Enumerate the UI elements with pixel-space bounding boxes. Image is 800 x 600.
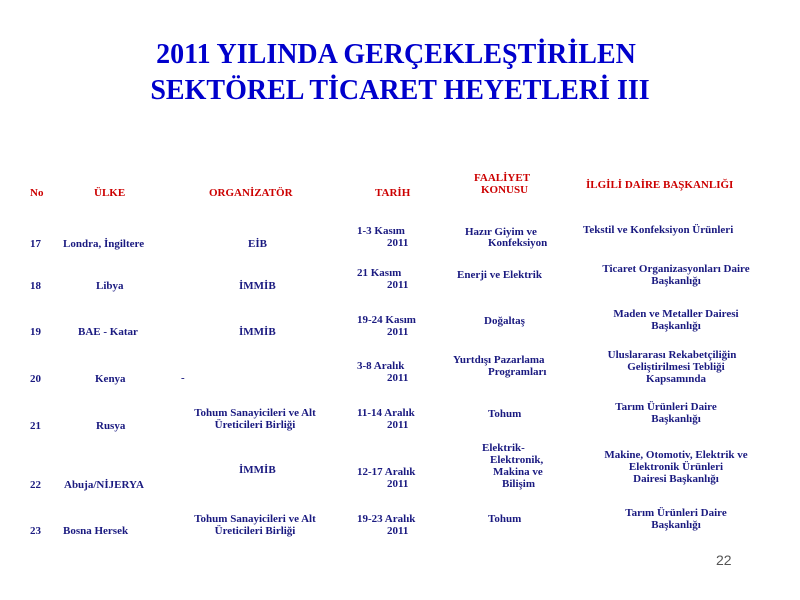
row-22-konu-line-3: Makina ve: [493, 466, 543, 478]
row-19-tarih-line-2: 2011: [387, 326, 409, 338]
row-20-daire-line-1: Uluslararası Rekabetçiliğin: [607, 349, 737, 361]
row-21-organizator-line-2: Üreticileri Birliği: [214, 419, 296, 431]
row-21-no: 21: [30, 420, 41, 432]
page-number: 22: [716, 552, 732, 568]
row-21-konu-line-1: Tohum: [488, 408, 522, 420]
row-21-daire-line-1: Tarım Ürünleri Daire: [615, 401, 717, 413]
row-20-daire-line-2: Geliştirilmesi Tebliği: [627, 361, 725, 373]
slide-title-line-2: SEKTÖREL TİCARET HEYETLERİ III: [150, 75, 650, 106]
row-19-no: 19: [30, 326, 41, 338]
row-20-organizator: -: [181, 372, 185, 384]
row-17-organizator: EİB: [248, 238, 267, 250]
row-23-organizator-line-1: Tohum Sanayicileri ve Alt: [194, 513, 316, 525]
row-20-konu-line-2: Programları: [488, 366, 547, 378]
row-21-ulke: Rusya: [96, 420, 126, 432]
row-20-tarih-line-2: 2011: [387, 372, 409, 384]
slide-title-line-1: 2011 YILINDA GERÇEKLEŞTİRİLEN: [156, 39, 636, 70]
header-organizator: ORGANİZATÖR: [209, 187, 293, 199]
row-23-daire-line-1: Tarım Ürünleri Daire: [625, 507, 727, 519]
row-22-tarih-line-2: 2011: [387, 478, 409, 490]
row-17-no: 17: [30, 238, 41, 250]
row-22-organizator: İMMİB: [239, 464, 276, 476]
row-17-ulke: Londra, İngiltere: [63, 238, 145, 250]
header-no: No: [30, 187, 44, 199]
header-faaliyet-line-1: FAALİYET: [474, 172, 531, 184]
row-21-daire-line-2: Başkanlığı: [651, 413, 701, 425]
row-23-tarih-line-2: 2011: [387, 525, 409, 537]
row-18-organizator: İMMİB: [239, 280, 276, 292]
row-23-no: 23: [30, 525, 41, 537]
row-17-tarih-line-1: 1-3 Kasım: [357, 225, 405, 237]
row-19-ulke: BAE - Katar: [78, 326, 138, 338]
row-23-tarih-line-1: 19-23 Aralık: [357, 513, 416, 525]
row-17-konu-line-2: Konfeksiyon: [488, 237, 548, 249]
row-22-konu-line-1: Elektrik-: [482, 442, 525, 454]
row-22-konu-line-4: Bilişim: [502, 478, 536, 490]
row-20-daire-line-3: Kapsamında: [646, 373, 706, 385]
row-21-organizator-line-1: Tohum Sanayicileri ve Alt: [194, 407, 316, 419]
row-17-konu-line-1: Hazır Giyim ve: [465, 226, 537, 238]
row-17-daire-line-1: Tekstil ve Konfeksiyon Ürünleri: [583, 224, 734, 236]
row-20-konu-line-1: Yurtdışı Pazarlama: [453, 354, 545, 366]
row-20-no: 20: [30, 373, 41, 385]
row-22-no: 22: [30, 479, 41, 491]
row-18-konu-line-1: Enerji ve Elektrik: [457, 269, 542, 281]
row-19-konu-line-1: Doğaltaş: [484, 315, 525, 327]
header-ulke: ÜLKE: [94, 187, 126, 199]
row-22-konu-line-2: Elektronik,: [490, 454, 544, 466]
row-17-tarih-line-2: 2011: [387, 237, 409, 249]
row-19-daire-line-1: Maden ve Metaller Dairesi: [613, 308, 739, 320]
row-23-daire-line-2: Başkanlığı: [651, 519, 701, 531]
header-faaliyet-line-2: KONUSU: [481, 184, 529, 196]
row-18-tarih-line-2: 2011: [387, 279, 409, 291]
row-20-ulke: Kenya: [95, 373, 126, 385]
row-23-konu-line-1: Tohum: [488, 513, 522, 525]
row-18-daire-line-2: Başkanlığı: [651, 275, 701, 287]
header-daire: İLGİLİ DAİRE BAŞKANLIĞI: [586, 179, 734, 191]
row-19-daire-line-2: Başkanlığı: [651, 320, 701, 332]
row-19-tarih-line-1: 19-24 Kasım: [357, 314, 416, 326]
row-22-tarih-line-1: 12-17 Aralık: [357, 466, 416, 478]
row-23-organizator-line-2: Üreticileri Birliği: [214, 525, 296, 537]
row-18-ulke: Libya: [96, 280, 124, 292]
row-20-tarih-line-1: 3-8 Aralık: [357, 360, 405, 372]
row-22-daire-line-3: Dairesi Başkanlığı: [633, 473, 719, 485]
row-18-daire-line-1: Ticaret Organizasyonları Daire: [602, 263, 750, 275]
row-18-tarih-line-1: 21 Kasım: [357, 267, 402, 279]
row-22-daire-line-2: Elektronik Ürünleri: [628, 461, 724, 473]
row-23-ulke: Bosna Hersek: [63, 525, 129, 537]
row-18-no: 18: [30, 280, 41, 292]
row-21-tarih-line-2: 2011: [387, 419, 409, 431]
row-22-daire-line-1: Makine, Otomotiv, Elektrik ve: [604, 449, 748, 461]
row-21-tarih-line-1: 11-14 Aralık: [357, 407, 415, 419]
row-19-organizator: İMMİB: [239, 326, 276, 338]
header-tarih: TARİH: [375, 187, 411, 199]
row-22-ulke: Abuja/NİJERYA: [64, 479, 144, 491]
